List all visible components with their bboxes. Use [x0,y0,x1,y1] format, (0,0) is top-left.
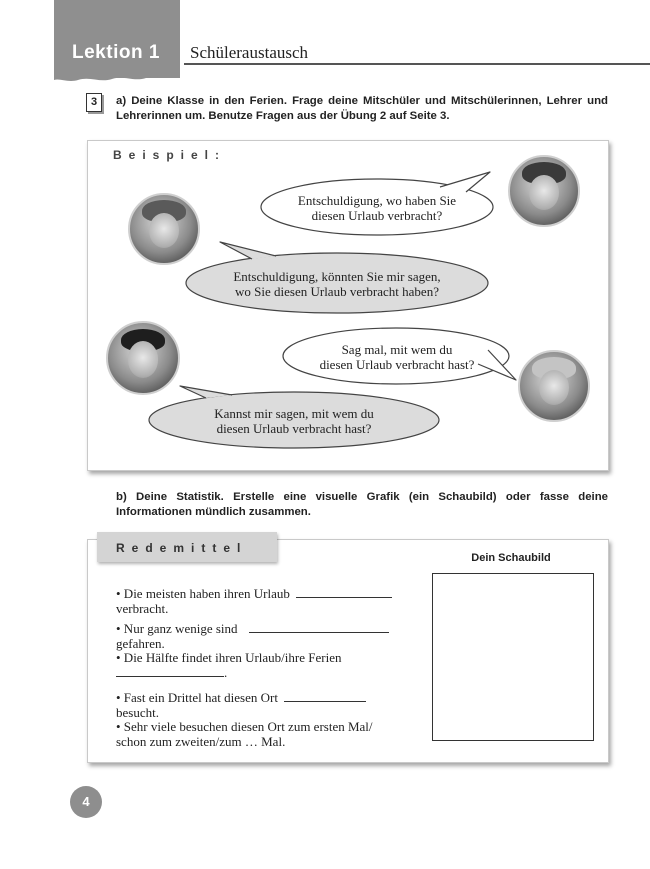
phrases-label: Redemittel [116,541,248,555]
phrase-item-1: • Die meisten haben ihren Urlaub verbracht. [116,586,392,616]
phrase-item-2: • Nur ganz wenige sind gefahren. [116,621,389,651]
task-instruction-a: a) Deine Klasse in den Ferien. Frage deine Mitschüler und Mitschülerinnen, Lehrer und Lehrerinnen um. Benutze Fragen aus der Übung 2 auf Seite 3. [116,95,608,122]
phrase-item-4: • Fast ein Drittel hat diesen Ort besucht. [116,690,366,720]
task-number: 3 [86,93,102,112]
boy-photo-1 [508,155,580,227]
speech-bubble-1-text: Entschuldigung, wo haben Sie diesen Urlaub verbracht? [297,193,457,223]
phrase-item-3: • Die Hälfte findet ihren Urlaub/ihre Ferien . [116,650,342,680]
speech-bubble-3-text: Sag mal, mit wem du diesen Urlaub verbracht hast? [319,342,475,372]
chart-drawing-area[interactable] [432,573,594,741]
girl-photo-1 [128,193,200,265]
phrase-item-5: • Sehr viele besuchen diesen Ort zum ersten Mal/ schon zum zweiten/zum … Mal. [116,719,373,749]
page-number: 4 [70,786,102,818]
speech-bubble-4-text: Kannst mir sagen, mit wem du diesen Urlaub verbracht hast? [214,406,374,436]
example-label: Beispiel: [113,148,227,162]
speech-bubble-2-text: Entschuldigung, könnten Sie mir sagen, wo Sie diesen Urlaub verbracht haben? [233,269,441,299]
page-title: Schüleraustausch [190,43,309,62]
boy-photo-2 [106,321,180,395]
lesson-label: Lektion 1 [72,42,160,63]
girl-photo-2 [518,350,590,422]
task-instruction-b: b) Deine Statistik. Erstelle eine visuelle Grafik (ein Schaubild) oder fasse deine Informationen mündlich zusammen. [116,491,608,518]
chart-area-title: Dein Schaubild [471,552,551,564]
